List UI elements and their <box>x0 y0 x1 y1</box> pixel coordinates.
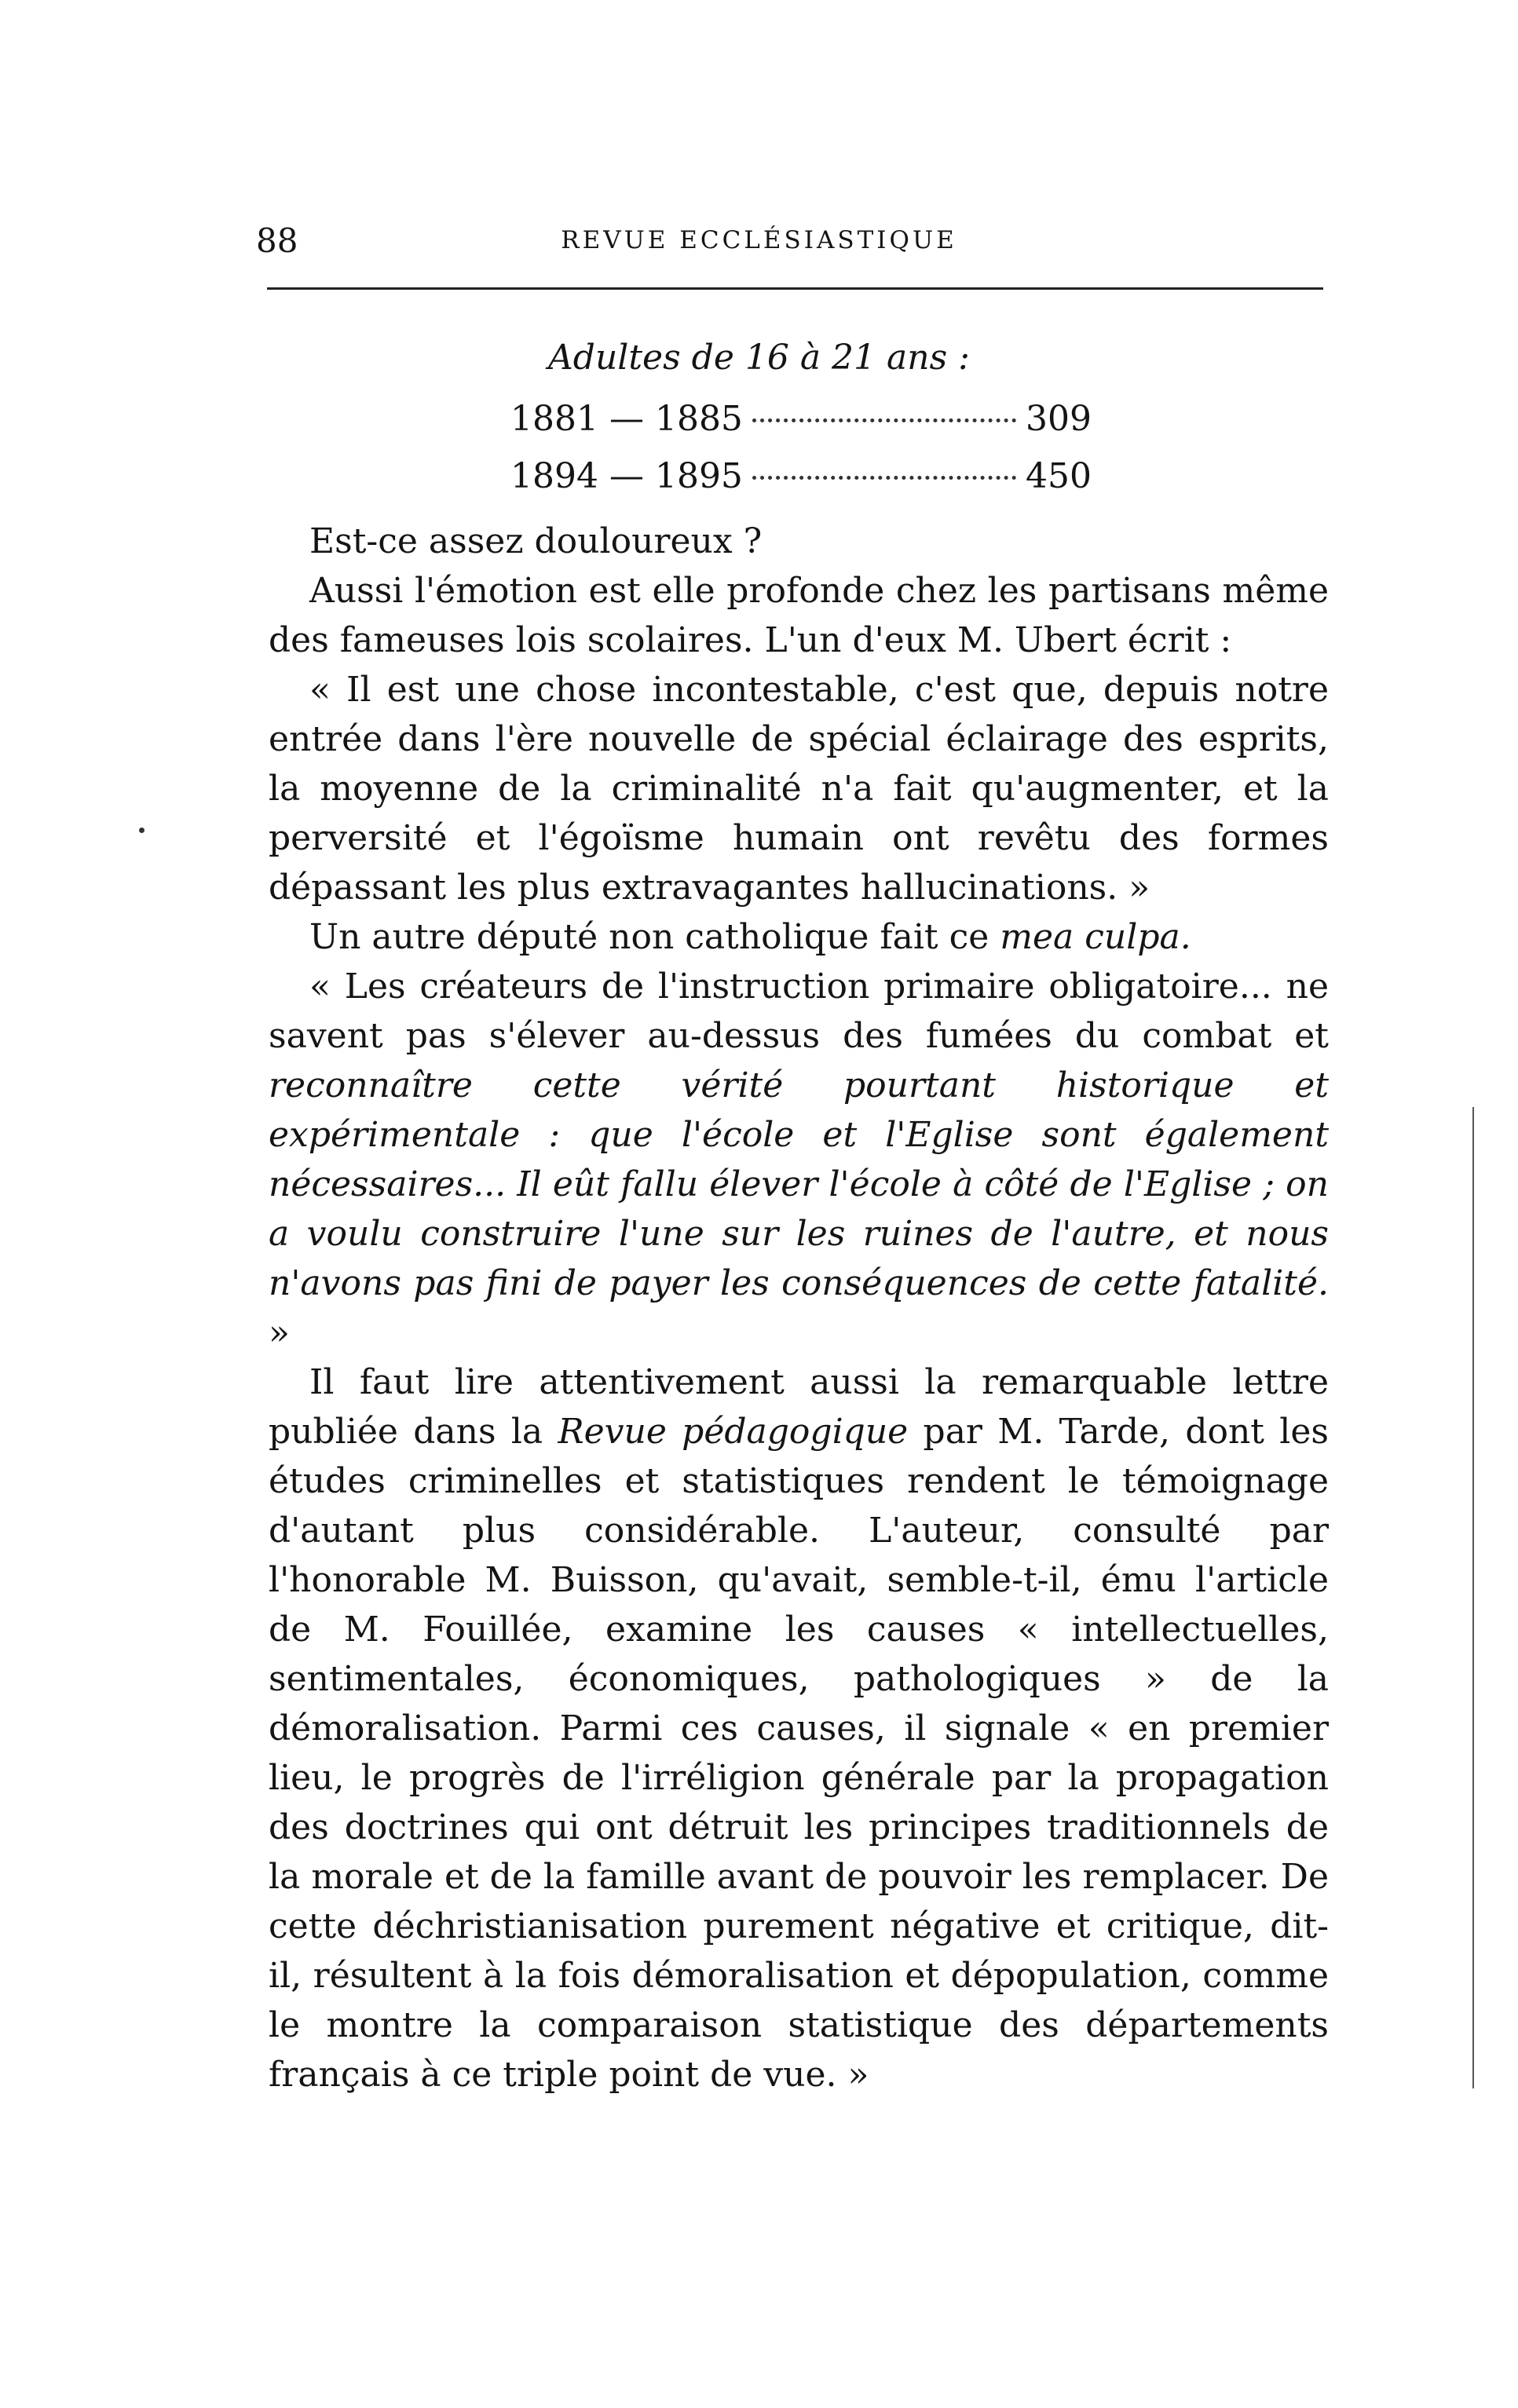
row-years: 1894 — 1895 <box>510 456 743 496</box>
paragraph-text: « Les créateurs de l'instruction primaire obligatoire... ne savent pas s'élever au-dessus des fumées du combat et <box>269 966 1329 1056</box>
paragraph-text: par M. Tarde, dont les études criminelles et statistiques rendent le témoignage d'autant plus considérable. L'auteur, consulté par l'honorable M. Buisson, qu'avait, semble-t-il, ému l'article de M. Fouillée, examine les causes « intellectuelles, sentimentales, économiques, pathologiques » de la démoralisation. Parmi ces causes, il signale « en premier lieu, le progrès de l'irréligion générale par la propagation des doctrines qui ont détruit les principes traditionnels de la morale et de la famille avant de pouvoir les remplacer. De cette déchristianisation purement négative et critique, dit-il, résultent à la fois démoralisation et dépopulation, comme le montre la comparaison statistique des départements français à ce triple point de vue. » <box>269 1412 1329 2095</box>
paragraph-italic: reconnaître cette vérité pourtant historique et expérimentale : que l'école et l'Eglise sont également nécessaires... Il eût fallu élever l'école à côté de l'Eglise ; on a voulu construire l'une sur les ruines de l'autre, et nous n'avons pas fini de payer les conséquences de cette fatalité. <box>269 1065 1329 1303</box>
row-count: 450 <box>1026 456 1092 496</box>
row-years: 1881 — 1885 <box>510 399 743 439</box>
closing-quote: » <box>269 1313 290 1353</box>
statistics-table <box>510 399 1092 513</box>
header-rule <box>267 287 1323 290</box>
table-row <box>510 399 1092 456</box>
paragraph: « Il est une chose incontestable, c'est que, depuis notre entrée dans l'ère nouvelle de spécial éclairage des esprits, la moyenne de la criminalité n'a fait qu'augmenter, et la perversité et l'égoïsme humain ont revêtu des formes dépassant les plus extravagantes hallucinations. » <box>269 670 1329 908</box>
dot-leader <box>752 418 1016 422</box>
paragraph <box>269 962 1329 1357</box>
paragraph-text: Il faut lire attentivement aussi la remarquable lettre publiée dans la <box>269 1362 1329 1452</box>
page-number: 88 <box>256 221 298 260</box>
body-text <box>269 517 1329 2099</box>
paragraph <box>269 912 1329 962</box>
table-row <box>510 456 1092 513</box>
paragraph-text: Un autre député non catholique fait ce <box>309 917 1000 957</box>
paragraph <box>269 1357 1329 2099</box>
dot-leader <box>752 476 1016 480</box>
paragraph: Est-ce assez douloureux ? <box>309 521 763 561</box>
margin-mark <box>139 828 144 833</box>
running-title: REVUE ECCLÉSIASTIQUE <box>561 226 957 254</box>
table-heading: Adultes de 16 à 21 ans : <box>548 338 970 378</box>
paragraph: Aussi l'émotion est elle profonde chez les partisans même des fameuses lois scolaires. L'un d'eux M. Ubert écrit : <box>269 571 1329 660</box>
paragraph-italic: mea culpa. <box>1000 917 1191 957</box>
scan-edge-line <box>1472 1107 1474 2088</box>
row-count: 309 <box>1026 399 1092 439</box>
journal-title: Revue pédagogique <box>558 1412 909 1452</box>
